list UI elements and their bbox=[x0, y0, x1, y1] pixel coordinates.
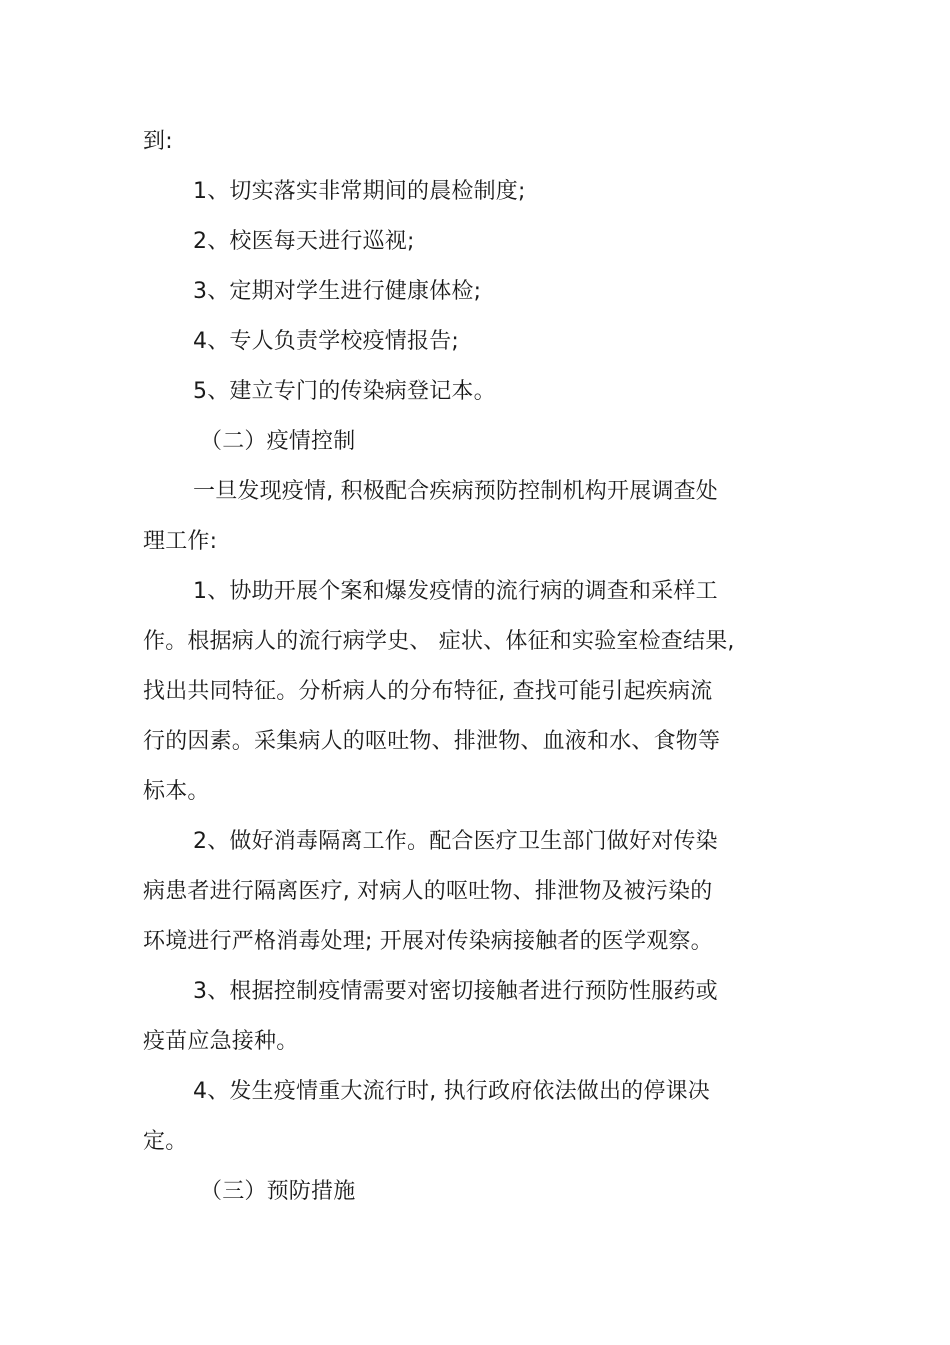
list-item-5: 5、建立专门的传染病登记本。 bbox=[193, 379, 496, 404]
text-line-intro-end: 到: bbox=[143, 129, 173, 154]
paragraph-line: 疫苗应急接种。 bbox=[143, 1029, 299, 1054]
list-item-2: 2、校医每天进行巡视; bbox=[193, 229, 415, 254]
paragraph-line: 1、协助开展个案和爆发疫情的流行病的调查和采样工 bbox=[193, 579, 718, 604]
paragraph-line: 标本。 bbox=[143, 779, 210, 804]
list-item-3: 3、定期对学生进行健康体检; bbox=[193, 279, 482, 304]
list-item-4: 4、专人负责学校疫情报告; bbox=[193, 329, 460, 354]
paragraph-line: 病患者进行隔离医疗, 对病人的呕吐物、排泄物及被污染的 bbox=[143, 879, 713, 904]
paragraph-line: 环境进行严格消毒处理; 开展对传染病接触者的医学观察。 bbox=[143, 929, 713, 954]
paragraph-line: 4、发生疫情重大流行时, 执行政府依法做出的停课决 bbox=[193, 1079, 710, 1104]
paragraph-line: 一旦发现疫情, 积极配合疾病预防控制机构开展调查处 bbox=[193, 479, 718, 504]
paragraph-line: 理工作: bbox=[143, 529, 218, 554]
paragraph-line: 找出共同特征。分析病人的分布特征, 查找可能引起疾病流 bbox=[143, 679, 713, 704]
section-heading-prevention: （三）预防措施 bbox=[200, 1179, 356, 1204]
paragraph-line: 2、做好消毒隔离工作。配合医疗卫生部门做好对传染 bbox=[193, 829, 718, 854]
paragraph-line: 3、根据控制疫情需要对密切接触者进行预防性服药或 bbox=[193, 979, 718, 1004]
paragraph-line: 行的因素。采集病人的呕吐物、排泄物、血液和水、食物等 bbox=[143, 729, 721, 754]
list-item-1: 1、切实落实非常期间的晨检制度; bbox=[193, 179, 526, 204]
section-heading-epidemic-control: （二）疫情控制 bbox=[200, 429, 356, 454]
paragraph-line: 定。 bbox=[143, 1129, 188, 1154]
paragraph-line: 作。根据病人的流行病学史、 症状、体征和实验室检查结果, bbox=[143, 629, 735, 654]
